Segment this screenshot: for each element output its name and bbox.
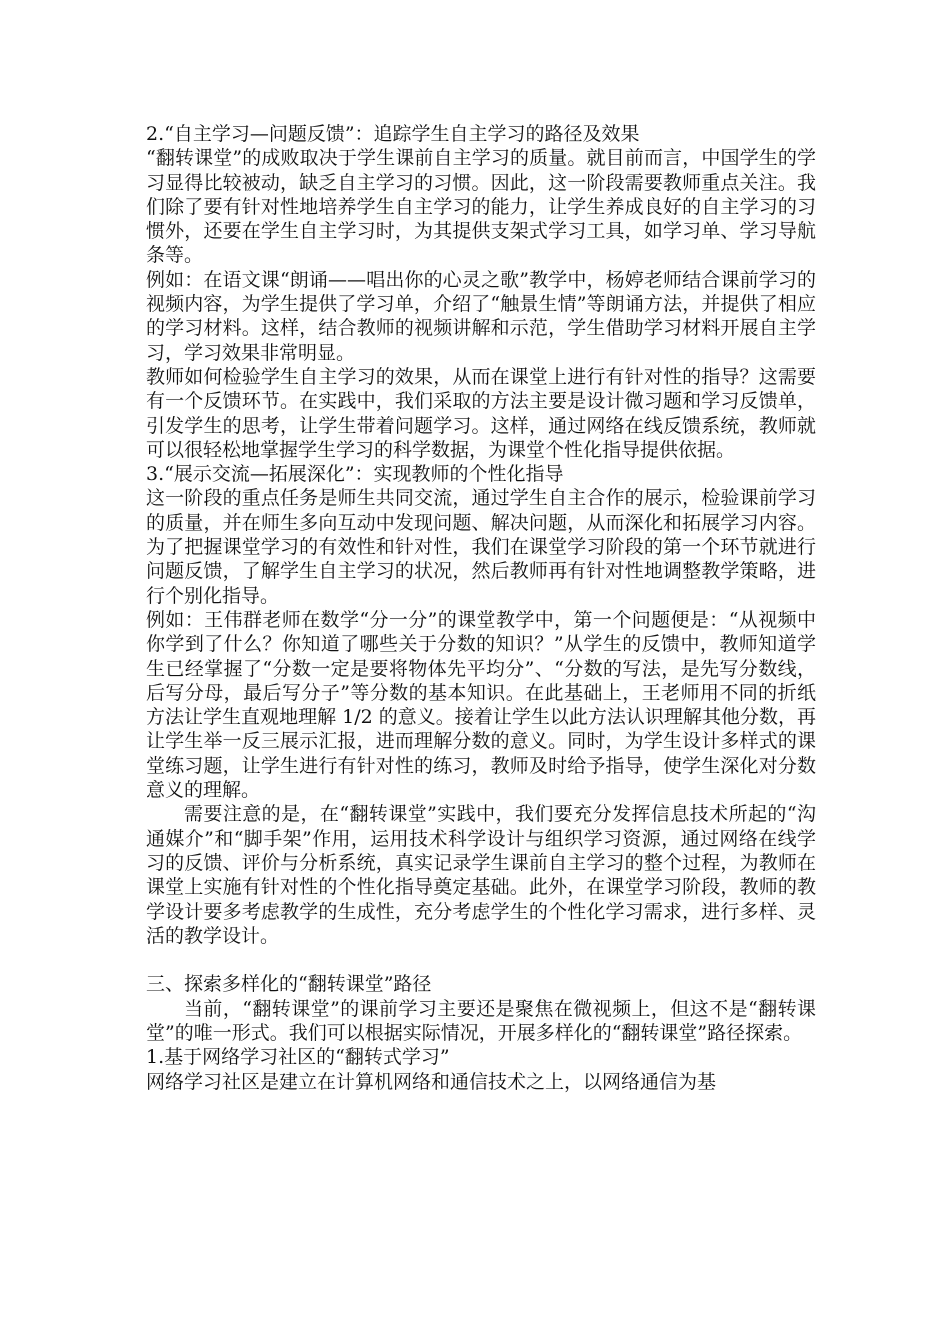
blank-line [146, 948, 816, 972]
section-heading-2: 2.“自主学习—问题反馈”：追踪学生自主学习的路径及效果 [146, 123, 640, 145]
chapter-heading-3: 三、探索多样化的“翻转课堂”路径 [146, 973, 432, 996]
paragraph: 这一阶段的重点任务是师生共同交流，通过学生自主合作的展示，检验课前学习的质量，并在师生多向互动中发现问题、解决问题，从而深化和拓展学习内容。为了把握课堂学习的有效性和针对性，我们在课堂学习阶段的第一个环节就进行问题反馈，了解学生自主学习的状况，然后教师再有针对性地调整教学策略，进行个别化指导。 [146, 487, 816, 607]
document-body [146, 122, 816, 1094]
paragraph: 例如：在语文课“朗诵——唱出你的心灵之歌”教学中，杨婷老师结合课前学习的视频内容，为学生提供了学习单，介绍了“触景生情”等朗诵方法，并提供了相应的学习材料。这样，结合教师的视频讲解和示范，学生借助学习材料开展自主学习，学习效果非常明显。 [146, 268, 816, 364]
paragraph: 例如：王伟群老师在数学“分一分”的课堂教学中，第一个问题便是：“从视频中你学到了什么？你知道了哪些关于分数的知识？”从学生的反馈中，教师知道学生已经掌握了“分数一定是要将物体先平均分”、“分数的写法，是先写分数线，后写分母，最后写分子”等分数的基本知识。在此基础上，王老师用不同的折纸方法让学生直观地理解 1/2 的意义。接着让学生以此方法认识理解其他分数，再让学生举一反三展示汇报，进而理解分数的意义。同时，为学生设计多样式的课堂练习题，让学生进行有针对性的练习，教师及时给予指导，使学生深化对分数意义的理解。 [146, 608, 816, 802]
paragraph-indented: 需要注意的是，在“翻转课堂”实践中，我们要充分发挥信息技术所起的“沟通媒介”和“脚手架”作用，运用技术科学设计与组织学习资源，通过网络在线学习的反馈、评价与分析系统，真实记录学生课前自主学习的整个过程，为教师在课堂上实施有针对性的个性化指导奠定基础。此外，在课堂学习阶段，教师的教学设计要多考虑教学的生成性，充分考虑学生的个性化学习需求，进行多样、灵活的教学设计。 [146, 803, 816, 947]
subsection-heading-1: 1.基于网络学习社区的“翻转式学习” [146, 1046, 450, 1069]
section-heading-3: 3.“展示交流—拓展深化”：实现教师的个性化指导 [146, 463, 564, 486]
paragraph: “翻转课堂”的成败取决于学生课前自主学习的质量。就目前而言，中国学生的学习显得比较被动，缺乏自主学习的习惯。因此，这一阶段需要教师重点关注。我们除了要有针对性地培养学生自主学习的能力，让学生养成良好的自主学习的习惯外，还要在学生自主学习时，为其提供支架式学习工具，如学习单、学习导航条等。 [146, 147, 816, 267]
paragraph: 网络学习社区是建立在计算机网络和通信技术之上，以网络通信为基 [146, 1070, 717, 1093]
paragraph: 教师如何检验学生自主学习的效果，从而在课堂上进行有针对性的指导？这需要有一个反馈环节。在实践中，我们采取的方法主要是设计微习题和学习反馈单，引发学生的思考，让学生带着问题学习。这样，通过网络在线反馈系统，教师就可以很轻松地掌握学生学习的科学数据，为课堂个性化指导提供依据。 [146, 365, 816, 461]
paragraph-indented: 当前，“翻转课堂”的课前学习主要还是聚焦在微视频上，但这不是“翻转课堂”的唯一形式。我们可以根据实际情况，开展多样化的“翻转课堂”路径探索。 [146, 997, 816, 1044]
